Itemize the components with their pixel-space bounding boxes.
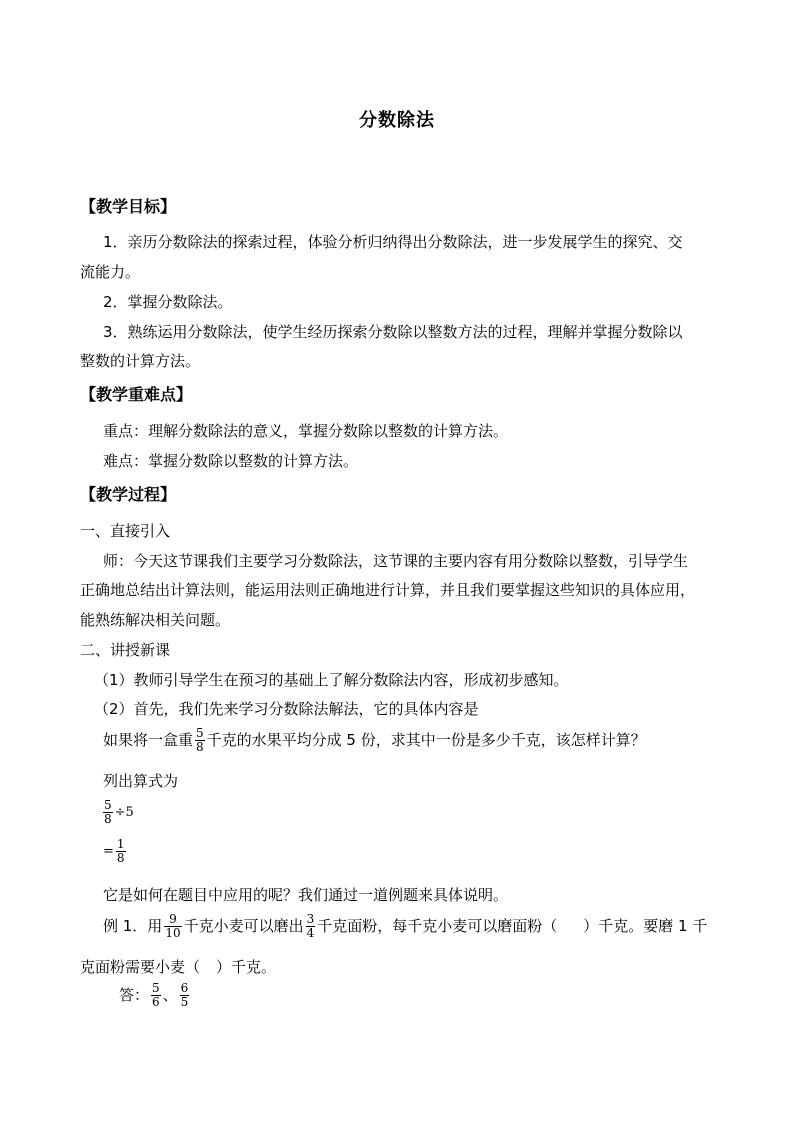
fraction-denominator: 8 [104,811,112,826]
example-line-2-pre: 克面粉需要小麦（ [80,958,201,976]
expression-fraction [103,799,113,826]
fraction-numerator: 1 [116,836,125,851]
answer-fraction-2 [180,982,190,1009]
problem-fraction [195,727,205,754]
answer-separator: 、 [162,986,178,1004]
step-1: （1）教师引导学生在预习的基础上了解分数除法内容，形成初步感知。 [94,671,569,689]
fraction-denominator: 4 [306,925,315,940]
result-fraction [116,838,126,865]
example-line-2 [80,957,276,977]
result-line [103,832,128,870]
fraction-numerator: 3 [306,911,315,926]
example-text-pre: 例 1．用 [103,917,163,935]
apply-sentence: 它是如何在题目中应用的呢？我们通过一道例题来具体说明。 [103,886,509,904]
fraction-denominator: 8 [196,739,204,754]
fraction-denominator: 8 [116,850,125,865]
example-text-post-1: 千克面粉，每千克小麦可以磨面粉（ [317,917,558,935]
fraction-numerator: 9 [164,913,181,927]
keypoint-difficulty: 难点：掌握分数除以整数的计算方法。 [103,452,359,470]
problem-text-post: 千克的水果平均分成 5 份，求其中一份是多少千克，该怎样计算？ [206,731,646,749]
example-text-mid: 千克小麦可以磨出 [183,917,304,935]
part-1-paragraph-line-3: 能熟练解决相关问题。 [80,611,231,629]
division-operator: ÷5 [114,804,134,820]
goal-item-1-line-2: 流能力。 [80,263,141,281]
goal-item-3-line-2: 整数的计算方法。 [80,352,201,370]
fraction-denominator: 5 [180,994,189,1009]
goal-item-1-line-1: 1．亲历分数除法的探索过程，体验分析归纳得出分数除法，进一步发展学生的探究、交 [103,233,683,251]
example-line-2-post: ）千克。 [216,958,277,976]
fraction-denominator: 6 [152,994,160,1009]
goal-item-2: 2．掌握分数除法。 [103,293,233,311]
section-heading-goals: 【教学目标】 [80,197,177,216]
example-fraction-1 [164,913,181,940]
equals-sign: = [103,843,114,859]
example-fraction-2 [306,913,316,940]
part-1-title: 一、直接引入 [80,522,171,540]
fraction-numerator: 5 [196,725,204,740]
part-1-paragraph-line-1: 师：今天这节课我们主要学习分数除法，这节课的主要内容有用分数除以整数，引导学生 [103,552,689,570]
fraction-numerator: 5 [152,980,160,995]
answer-fraction-1 [151,982,161,1009]
step-2: （2）首先，我们先来学习分数除法解法，它的具体内容是 [94,700,479,718]
example-text-post-2: ）千克。要磨 1 千 [583,917,708,935]
fraction-numerator: 6 [180,980,189,995]
example-line-1 [103,906,707,946]
section-heading-keypoints: 【教学重难点】 [80,385,193,404]
problem-text-pre: 如果将一盒重 [103,731,194,749]
part-1-paragraph-line-2: 正确地总结出计算法则，能运用法则正确地进行计算，并且我们要掌握这些知识的具体应用， [80,581,696,599]
section-heading-process: 【教学过程】 [80,485,177,504]
keypoint-focus: 重点：理解分数除法的意义，掌握分数除以整数的计算方法。 [103,422,509,440]
fraction-numerator: 5 [104,797,112,812]
document-title: 分数除法 [359,110,435,131]
problem-line [103,720,646,760]
goal-item-3-line-1: 3．熟练运用分数除法，使学生经历探索分数除以整数方法的过程，理解并掌握分数除以 [103,323,683,341]
answer-line [119,975,191,1015]
expression-line [103,793,134,831]
answer-label: 答： [119,986,150,1004]
fraction-denominator: 10 [165,925,181,940]
formula-label: 列出算式为 [103,772,179,790]
part-2-title: 二、讲授新课 [80,641,171,659]
